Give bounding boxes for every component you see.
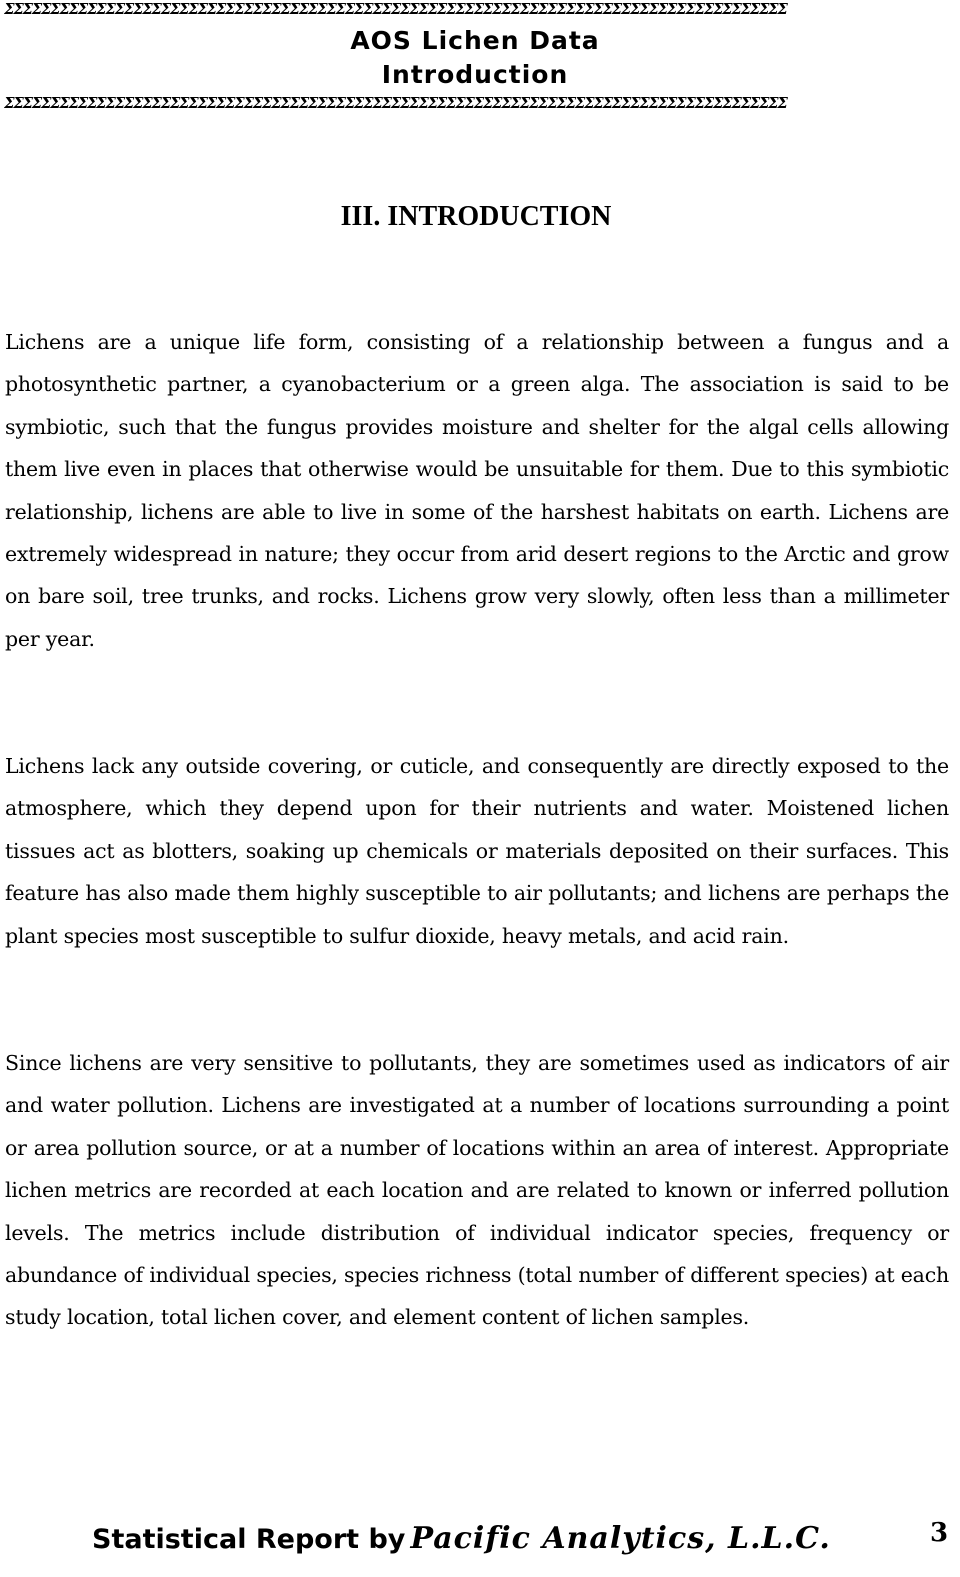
document-title: AOS Lichen Data xyxy=(350,26,600,55)
page-footer xyxy=(92,1521,831,1556)
footer-label: Statistical Report by xyxy=(92,1524,406,1555)
section-heading: III. INTRODUCTION xyxy=(340,201,612,232)
body-paragraph: Since lichens are very sensitive to pollutants, they are sometimes used as indicators of air and water pollution. Lichens are investigated at a number of locations surrounding a point or area pollution source, or at a number of locations within an area of interest. Appropriate lichen metrics are recorded at each location and are related to known or inferred pollution levels. The metrics include distribution of individual indicator species, frequency or abundance of individual species, species richness (total number of different species) at each study location, total lichen cover, and element content of lichen samples. xyxy=(5,1051,949,1330)
body-paragraph: Lichens lack any outside covering, or cuticle, and consequently are directly exposed to the atmosphere, which they depend upon for their nutrients and water. Moistened lichen tissues act as blotters, soaking up chemicals or materials deposited on their surfaces. This feature has also made them highly susceptible to air pollutants; and lichens are perhaps the plant species most susceptible to sulfur dioxide, heavy metals, and acid rain. xyxy=(5,754,949,948)
page-number: 3 xyxy=(930,1518,949,1548)
header-bottom-border: ΣΣΣΣΣΣΣΣΣΣΣΣΣΣΣΣΣΣΣΣΣΣΣΣΣΣΣΣΣΣΣΣΣΣΣΣΣΣΣΣΣΣΣΣΣΣΣΣΣΣΣΣΣΣΣΣΣΣΣΣΣΣΣΣΣΣΣΣΣΣΣΣΣΣΣΣΣΣΣΣΣΣΣΣΣ xyxy=(4,96,787,110)
footer-company: Pacific Analytics, L.L.C. xyxy=(410,1521,831,1556)
header-top-border: ΣΣΣΣΣΣΣΣΣΣΣΣΣΣΣΣΣΣΣΣΣΣΣΣΣΣΣΣΣΣΣΣΣΣΣΣΣΣΣΣΣΣΣΣΣΣΣΣΣΣΣΣΣΣΣΣΣΣΣΣΣΣΣΣΣΣΣΣΣΣΣΣΣΣΣΣΣΣΣΣΣΣΣΣΣ xyxy=(4,2,787,16)
body-paragraph: Lichens are a unique life form, consisting of a relationship between a fungus and a photosynthetic partner, a cyanobacterium or a green alga. The association is said to be symbiotic, such that the fungus provides moisture and shelter for the algal cells allowing them live even in places that otherwise would be unsuitable for them. Due to this symbiotic relationship, lichens are able to live in some of the harshest habitats on earth. Lichens are extremely widespread in nature; they occur from arid desert regions to the Arctic and grow on bare soil, tree trunks, and rocks. Lichens grow very slowly, often less than a millimeter per year. xyxy=(5,330,949,651)
document-subtitle: Introduction xyxy=(381,60,569,89)
